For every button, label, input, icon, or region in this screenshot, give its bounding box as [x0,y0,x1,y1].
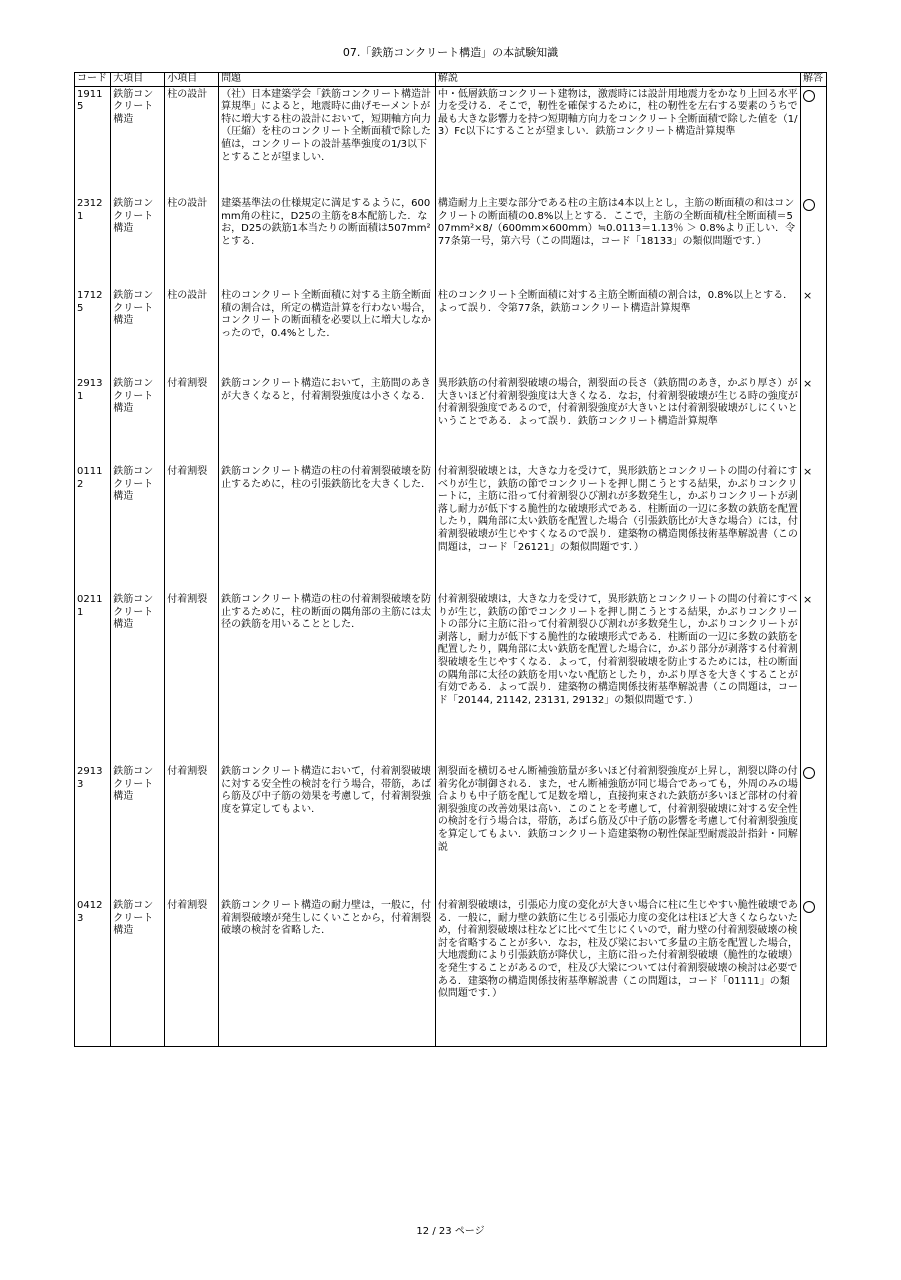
cell-minor: 付着割裂 [165,464,219,592]
header-minor: 小項目 [165,73,219,87]
answer-correct-icon [803,90,815,102]
cell-answer [801,86,827,196]
cell-code: 29133 [75,764,111,898]
cell-explanation: 異形鉄筋の付着割裂破壊の場合，割裂面の長さ（鉄筋間のあき，かぶり厚さ）が大きいほど付着割裂強度は大きくなる．なお，付着割裂破壊が生じる時の強度が付着割裂強度であるので，付着割裂強度が大きいとは付着割裂破壊がしにくいということである．よって誤り．鉄筋コンクリート構造計算規準 [435,376,800,464]
cell-major: 鉄筋コンクリート構造 [111,288,165,376]
cell-minor: 付着割裂 [165,592,219,764]
table-row [75,196,827,288]
cell-explanation: 中・低層鉄筋コンクリート建物は，激震時には設計用地震力をかなり上回る水平力を受ける．そこで，靭性を確保するために，柱の靭性を左右する要素のうちで最も大きな影響力を持つ短期軸方向力をコンクリート全断面積で除した値を（1/3）Fc以下にすることが望ましい．鉄筋コンクリート構造計算規準 [435,86,800,196]
cell-question: 鉄筋コンクリート構造の柱の付着割裂破壊を防止するために，柱の断面の隅角部の主筋には太径の鉄筋を用いることとした． [219,592,436,764]
cell-major: 鉄筋コンクリート構造 [111,196,165,288]
cell-answer [801,288,827,376]
cell-code: 01112 [75,464,111,592]
cell-minor: 柱の設計 [165,86,219,196]
table-row [75,288,827,376]
cell-explanation: 付着割裂破壊は，大きな力を受けて，異形鉄筋とコンクリートの間の付着にすべりが生じ，鉄筋の節でコンクリートを押し開こうとする結果，かぶりコンクリートの部分に主筋に沿って付着割裂ひび割れが多数発生し，かぶりコンクリートが剥落し，耐力が低下する脆性的な破壊形式である．柱断面の一辺に多数の鉄筋を配置したり，隅角部に太い鉄筋を配置した場合に，かぶり部分が剥落する付着割裂破壊を生じやすくなる．よって，付着割裂破壊を防止するためには，柱の断面の隅角部に太径の鉄筋を用いない配筋としたり，かぶり厚さを大きくすることが有効である．よって誤り．建築物の構造関係技術基準解説書（この問題は，コード「20144, 21142, 23131, 29132」の類似問題です．） [435,592,800,764]
cell-question: 鉄筋コンクリート構造において，主筋間のあきが大きくなると，付着割裂強度は小さくなる． [219,376,436,464]
cell-question: 柱のコンクリート全断面積に対する主筋全断面積の割合は，所定の構造計算を行わない場合，コンクリートの断面積を必要以上に増大しなかったので，0.4%とした． [219,288,436,376]
cell-code: 04123 [75,898,111,1046]
header-explanation: 解説 [435,73,800,87]
answer-correct-icon [803,767,815,779]
cell-question: 建築基準法の仕様規定に満足するように，600mm角の柱に，D25の主筋を8本配筋した．なお，D25の鉄筋1本当たりの断面積は507mm²とする． [219,196,436,288]
cell-question: （社）日本建築学会「鉄筋コンクリート構造計算規準」によると，地震時に曲げモーメントが特に増大する柱の設計において，短期軸方向力（圧縮）を柱のコンクリート全断面積で除した値は，コンクリートの設計基準強度の1/3以下とすることが望ましい． [219,86,436,196]
table-row [75,898,827,1046]
cell-explanation: 割裂面を横切るせん断補強筋量が多いほど付着割裂強度が上昇し，割裂以降の付着劣化が制御される．また，せん断補強筋が同じ場合であっても，外周のみの場合よりも中子筋を配して足数を増し，直接拘束された鉄筋が多いほど部材の付着割裂強度の改善効果は高い．このことを考慮して，付着割裂破壊に対する安全性の検討を行う場合は，帯筋，あばら筋及び中子筋の影響を考慮して付着割裂強度を算定してもよい．鉄筋コンクリート造建築物の靭性保証型耐震設計指針・同解説 [435,764,800,898]
answer-incorrect-icon: × [803,593,813,607]
table-row [75,764,827,898]
table-row [75,86,827,196]
cell-question: 鉄筋コンクリート構造において，付着割裂破壊に対する安全性の検討を行う場合，帯筋，あばら筋及び中子筋の効果を考慮して，付着割裂強度を算定してもよい． [219,764,436,898]
cell-code: 17125 [75,288,111,376]
cell-question: 鉄筋コンクリート構造の耐力壁は，一般に，付着割裂破壊が発生しにくいことから，付着割裂破壊の検討を省略した． [219,898,436,1046]
cell-major: 鉄筋コンクリート構造 [111,898,165,1046]
header-answer: 解答 [801,73,827,87]
question-table [74,72,827,1047]
cell-answer [801,376,827,464]
cell-question: 鉄筋コンクリート構造の柱の付着割裂破壊を防止するために，柱の引張鉄筋比を大きくした． [219,464,436,592]
cell-code: 29131 [75,376,111,464]
table-header-row [75,73,827,87]
cell-code: 19115 [75,86,111,196]
cell-code: 02111 [75,592,111,764]
cell-explanation: 付着割裂破壊とは，大きな力を受けて，異形鉄筋とコンクリートの間の付着にすべりが生じ，鉄筋の節でコンクリートを押し開こうとする結果，かぶりコンクリートに，主筋に沿って付着割裂ひび割れが多数発生し，かぶりコンクリートが剥落し耐力が低下する脆性的な破壊形式である．柱断面の一辺に多数の鉄筋を配置したり，隅角部に太い鉄筋を配置した場合（引張鉄筋比が大きな場合）には，付着割裂破壊が生じやすくなるので誤り．建築物の構造関係技術基準解説書（この問題は，コード「26121」の類似問題です．） [435,464,800,592]
answer-correct-icon [803,901,815,913]
cell-answer [801,464,827,592]
cell-minor: 柱の設計 [165,196,219,288]
cell-major: 鉄筋コンクリート構造 [111,376,165,464]
table-row [75,464,827,592]
cell-minor: 付着割裂 [165,898,219,1046]
cell-answer [801,196,827,288]
answer-incorrect-icon: × [803,465,813,479]
cell-major: 鉄筋コンクリート構造 [111,86,165,196]
cell-major: 鉄筋コンクリート構造 [111,764,165,898]
cell-minor: 柱の設計 [165,288,219,376]
table-body [75,86,827,1046]
page-number: 12 / 23 ページ [416,1226,485,1237]
answer-incorrect-icon: × [803,377,813,391]
answer-correct-icon [803,199,815,211]
cell-major: 鉄筋コンクリート構造 [111,592,165,764]
table-row [75,592,827,764]
cell-answer [801,592,827,764]
cell-explanation: 構造耐力上主要な部分である柱の主筋は4本以上とし，主筋の断面積の和はコンクリートの断面積の0.8%以上とする．ここで，主筋の全断面積/柱全断面積＝507mm²×8/（600mm×600mm）≒0.0113＝1.13％ ＞ 0.8%より正しい．令77条第一号，第六号（この問題は，コード「18133」の類似問題です．） [435,196,800,288]
cell-answer [801,898,827,1046]
header-major: 大項目 [111,73,165,87]
header-question: 問題 [219,73,436,87]
cell-explanation: 付着割裂破壊は，引張応力度の変化が大きい場合に柱に生じやすい脆性破壊である．一般に，耐力壁の鉄筋に生じる引張応力度の変化は柱ほど大きくならないため，付着割裂破壊は柱などに比べて生じにくいので，耐力壁の付着割裂破壊の検討を省略することが多い．なお，柱及び梁において多量の主筋を配置した場合，大地震動により引張鉄筋が降伏し，主筋に沿った付着割裂破壊（脆性的な破壊）を発生することがあるので，柱及び大梁については付着割裂破壊の検討は必要である．建築物の構造関係技術基準解説書（この問題は，コード「01111」の類似問題です．） [435,898,800,1046]
header-code: コード [75,73,111,87]
table-row [75,376,827,464]
cell-explanation: 柱のコンクリート全断面積に対する主筋全断面積の割合は，0.8%以上とする．よって誤り．令第77条，鉄筋コンクリート構造計算規準 [435,288,800,376]
cell-minor: 付着割裂 [165,764,219,898]
cell-major: 鉄筋コンクリート構造 [111,464,165,592]
answer-incorrect-icon: × [803,289,813,303]
cell-answer [801,764,827,898]
page-title: 07.「鉄筋コンクリート構造」の本試験知識 [342,46,559,59]
cell-minor: 付着割裂 [165,376,219,464]
cell-code: 23121 [75,196,111,288]
